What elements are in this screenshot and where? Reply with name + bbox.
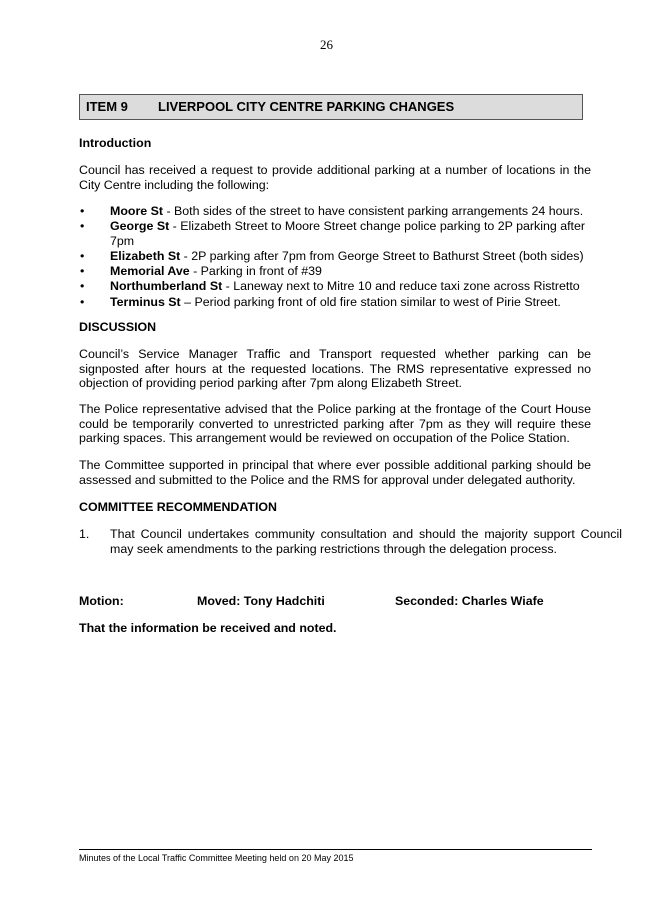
bullet-street: Memorial Ave [110,264,190,279]
introduction-heading: Introduction [79,136,152,150]
recommendation-text: That Council undertakes community consultation and should the majority support Council may seek amendments to the parking restrictions through the delegation process. [110,527,622,556]
page-number: 26 [320,37,333,52]
bullet-street: Northumberland St [110,279,223,294]
discussion-paragraph-2: The Police representative advised that the Police parking at the frontage of the Court House could be temporarily converted to unrestricted parking after 7pm as they will require these parking spaces. This arrangement would be reviewed on occupation of the Police Station. [79,402,591,446]
bullet-text: - Elizabeth Street to Moore Street change police parking to 2P parking after 7pm [110,219,586,248]
bullet-dot-icon: • [80,294,85,309]
bullet-text: - Laneway next to Mitre 10 and reduce taxi zone across Ristretto [222,279,580,294]
bullet-street: Moore St [110,204,164,218]
motion-seconded: Seconded: Charles Wiafe [395,594,544,608]
item-header [79,94,583,120]
bullet-dot-icon: • [80,279,85,294]
bullet-item [79,204,591,219]
discussion-paragraph-3: The Committee supported in principal that where ever possible additional parking should be assessed and submitted to the Police and the RMS for approval under delegated authority. [79,458,591,487]
item-title: LIVERPOOL CITY CENTRE PARKING CHANGES [158,98,455,114]
bullet-dot-icon: • [80,248,85,263]
bullet-street: George St [110,219,170,234]
bullet-item [79,264,591,279]
bullet-item [79,279,591,294]
bullet-street: Terminus St [110,294,181,309]
motion-label: Motion: [79,594,124,608]
bullet-item [79,295,591,310]
discussion-paragraph-1: Council’s Service Manager Traffic and Transport requested whether parking can be signposted after hours at the requested locations. The RMS representative expressed no objection of providing period parking after 7pm along Elizabeth Street. [79,347,591,391]
motion-moved: Moved: Tony Hadchiti [197,594,325,608]
request-list [79,204,591,310]
motion-row [79,594,599,610]
bullet-text: – Period parking front of old fire station similar to west of Pirie Street. [180,294,561,309]
bullet-street: Elizabeth St [110,248,181,263]
resolution: That the information be received and noted. [79,621,337,635]
introduction-paragraph: Council has received a request to provide additional parking at a number of locations in the City Centre including the following: [79,163,591,192]
bullet-dot-icon: • [80,219,85,234]
bullet-dot-icon: • [80,204,85,218]
bullet-text: - Parking in front of #39 [189,264,322,279]
bullet-text: - 2P parking after 7pm from George Street to Bathurst Street (both sides) [180,248,584,263]
recommendation-item [79,527,622,556]
bullet-item [79,249,591,264]
recommendation-heading: COMMITTEE RECOMMENDATION [79,500,278,514]
discussion-heading: DISCUSSION [79,320,157,334]
item-number: ITEM 9 [86,98,128,114]
bullet-list [79,204,591,309]
bullet-text: - Both sides of the street to have consistent parking arrangements 24 hours. [163,204,584,218]
footer-divider [79,849,592,850]
recommendation-number: 1. [79,527,90,541]
bullet-item [79,219,591,248]
bullet-dot-icon: • [80,264,85,279]
footer: Minutes of the Local Traffic Committee Meeting held on 20 May 2015 [79,853,354,863]
